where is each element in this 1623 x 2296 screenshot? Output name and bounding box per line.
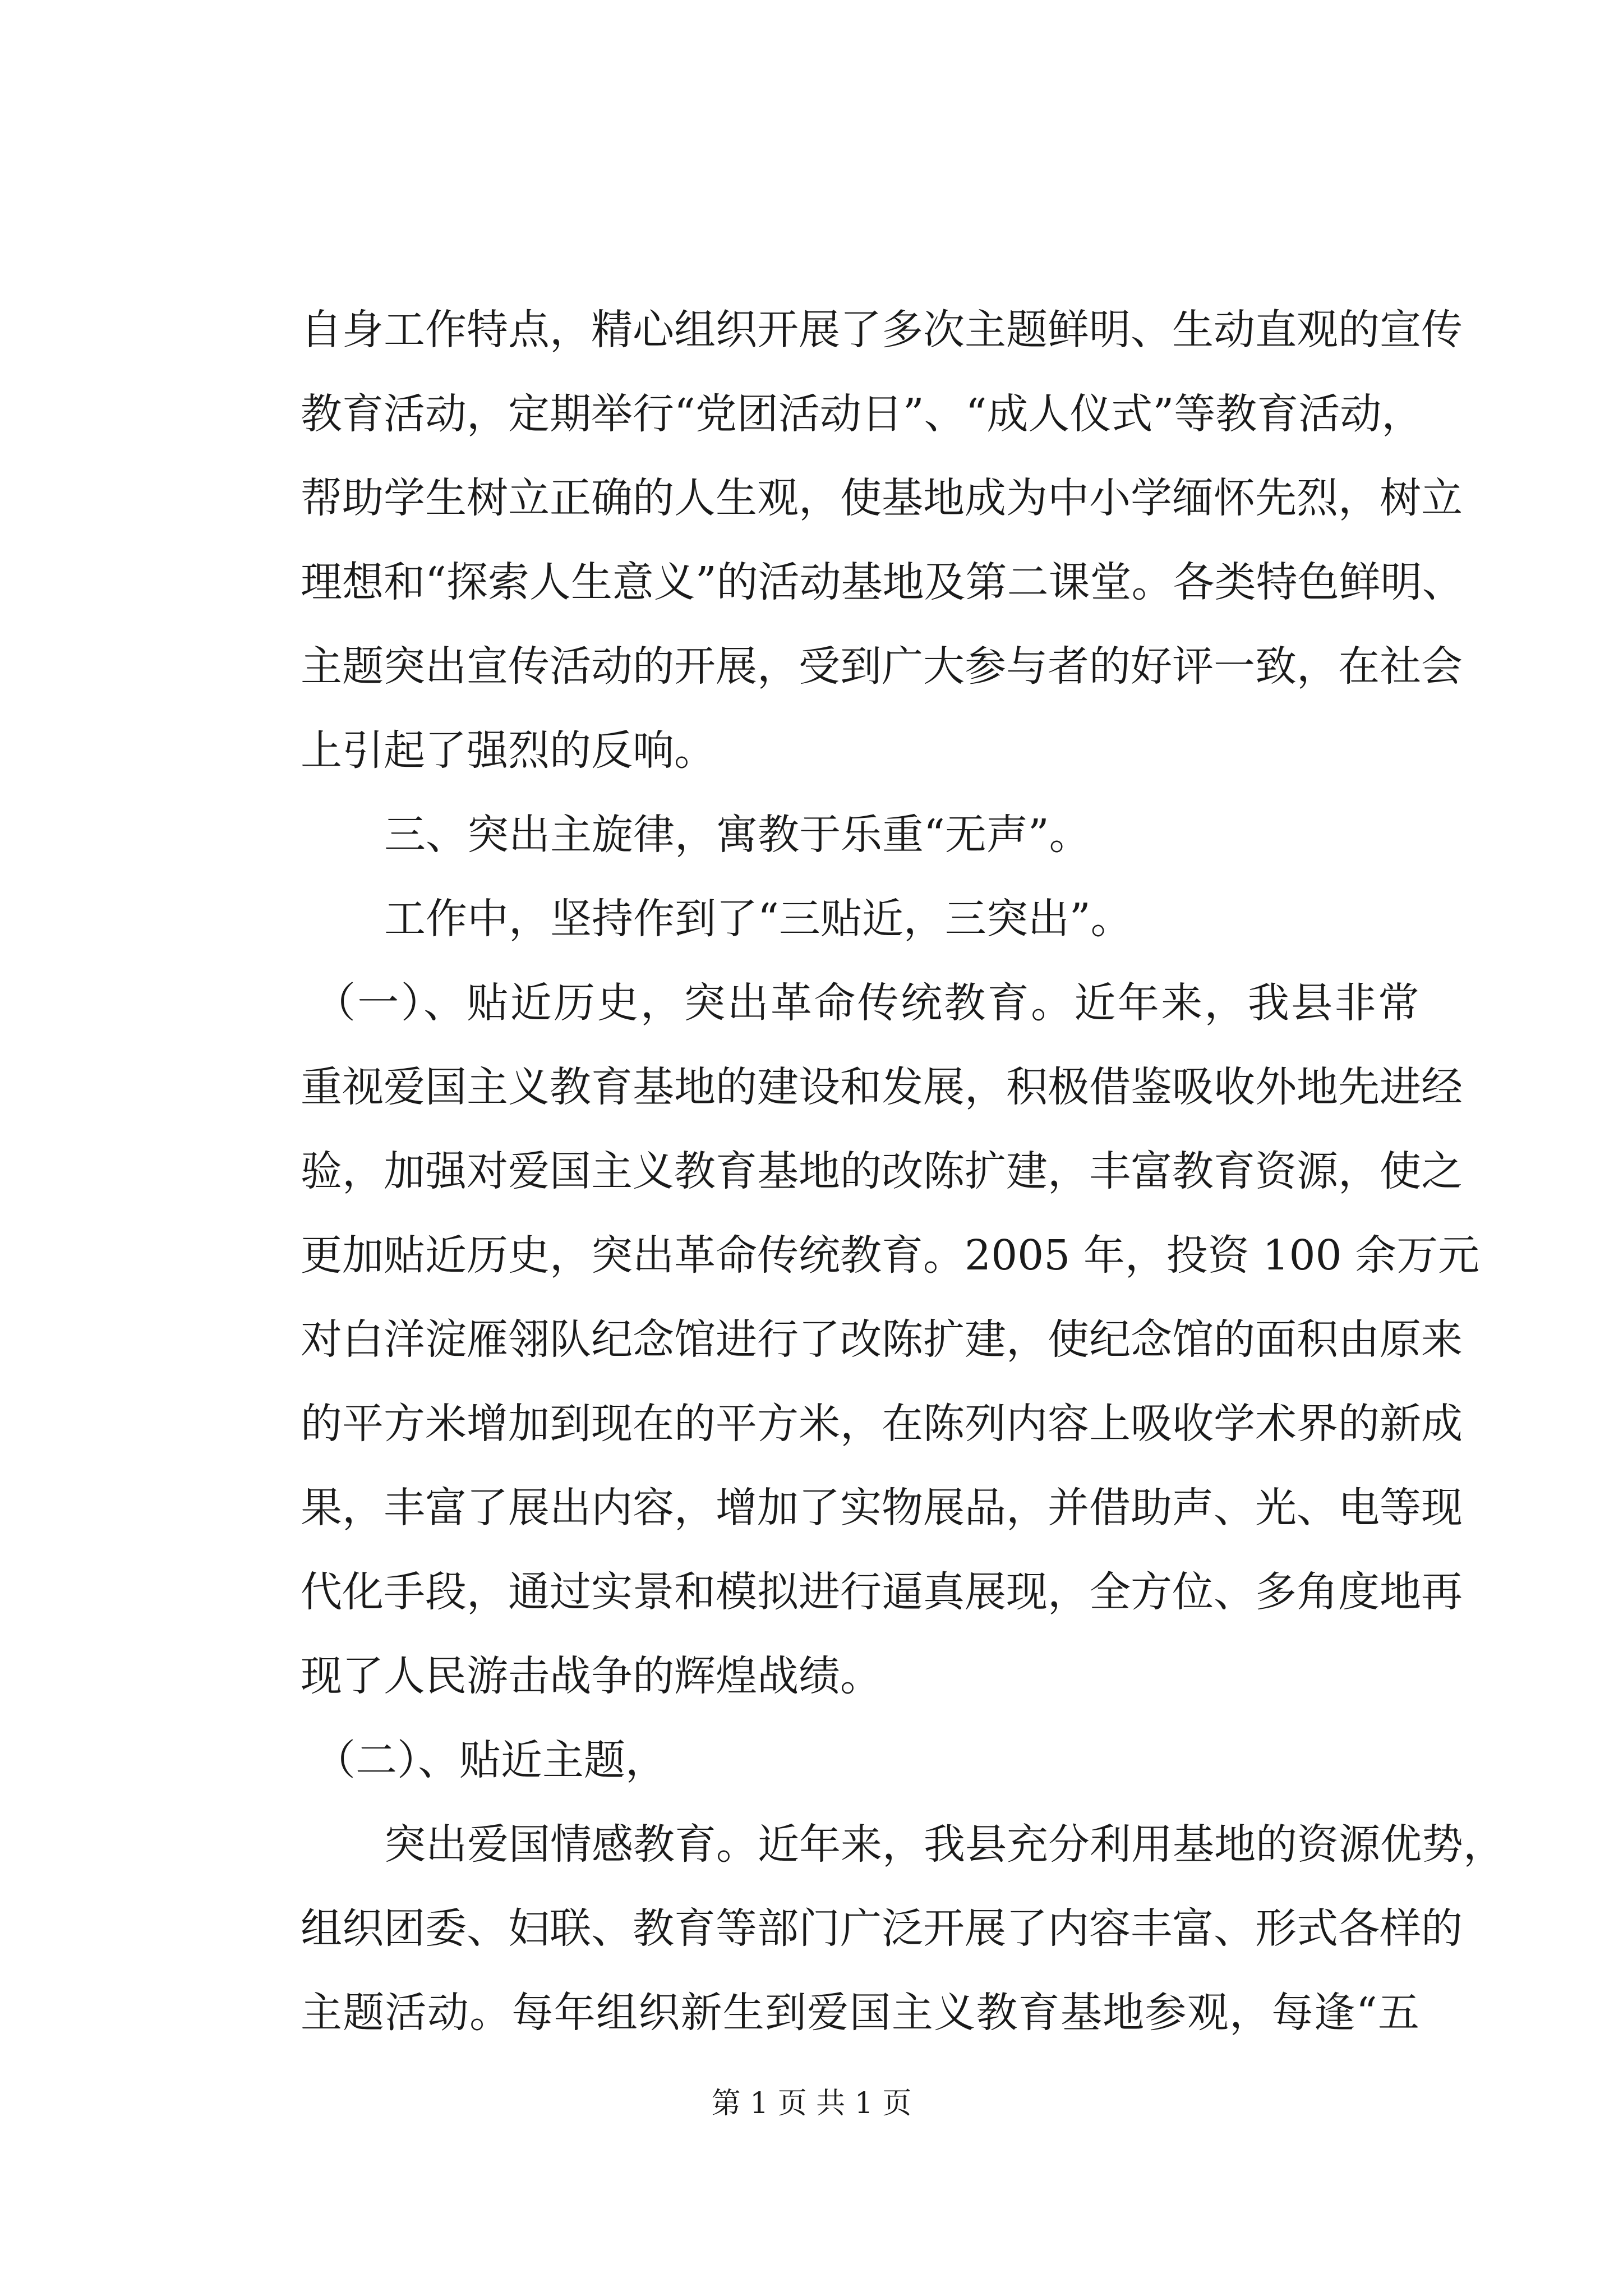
paragraph-line: 主题活动。每年组织新生到爱国主义教育基地参观，每逢“五 xyxy=(301,1989,1419,2037)
paragraph-line: 代化手段，通过实景和模拟进行逼真展现，全方位、多角度地再 xyxy=(301,1568,1463,1616)
paragraph-line: 主题突出宣传活动的开展，受到广大参与者的好评一致，在社会 xyxy=(301,642,1463,691)
paragraph-line: 理想和“探索人生意义”的活动基地及第二课堂。各类特色鲜明、 xyxy=(301,558,1464,606)
paragraph-line: （一）、贴近历史，突出革命传统教育。近年来，我县非常 xyxy=(314,979,1419,1027)
paragraph-line: 工作中，坚持作到了“三贴近，三突出”。 xyxy=(384,895,1132,943)
page-number-footer: 第 1 页 共 1 页 xyxy=(711,2087,912,2120)
paragraph-line: 教育活动，定期举行“党团活动日”、“成人仪式”等教育活动， xyxy=(301,390,1423,438)
paragraph-line: 现了人民游击战争的辉煌战绩。 xyxy=(301,1652,882,1700)
paragraph-line: 组织团委、妇联、教育等部门广泛开展了内容丰富、形式各样的 xyxy=(301,1904,1463,1953)
paragraph-line: 验，加强对爱国主义教育基地的改陈扩建，丰富教育资源，使之 xyxy=(301,1147,1463,1195)
paragraph-line: 自身工作特点，精心组织开展了多次主题鲜明、生动直观的宣传 xyxy=(301,306,1463,354)
paragraph-line: 的平方米增加到现在的平方米，在陈列内容上吸收学术界的新成 xyxy=(301,1400,1463,1448)
section-heading: （二）、贴近主题， xyxy=(314,1736,667,1784)
paragraph-line: 果，丰富了展出内容，增加了实物展品，并借助声、光、电等现 xyxy=(301,1484,1463,1532)
paragraph-line: 突出爱国情感教育。近年来，我县充分利用基地的资源优势， xyxy=(384,1820,1505,1869)
section-heading: 三、突出主旋律，寓教于乐重“无声”。 xyxy=(384,811,1091,859)
paragraph-line: 对白洋淀雁翎队纪念馆进行了改陈扩建，使纪念馆的面积由原来 xyxy=(301,1315,1463,1364)
paragraph-line: 更加贴近历史，突出革命传统教育。2005 年，投资 100 余万元 xyxy=(301,1231,1480,1280)
paragraph-line: 上引起了强烈的反响。 xyxy=(301,726,716,775)
paragraph-line: 帮助学生树立正确的人生观，使基地成为中小学缅怀先烈，树立 xyxy=(301,474,1463,522)
paragraph-line: 重视爱国主义教育基地的建设和发展，积极借鉴吸收外地先进经 xyxy=(301,1063,1463,1111)
